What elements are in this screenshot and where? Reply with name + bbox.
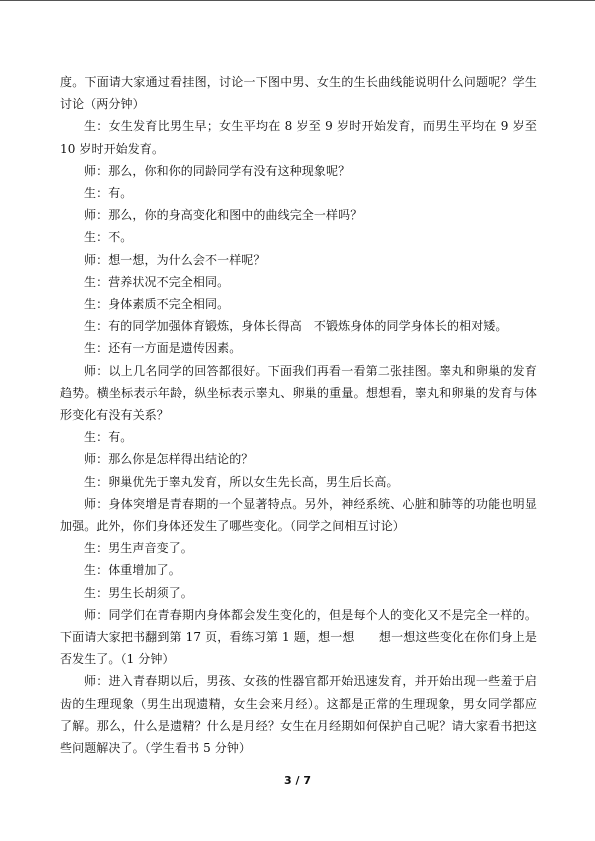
- document-body: [60, 71, 537, 759]
- paragraph-10: 生：有的同学加强体育锻炼，身体长得高 不锻炼身体的同学身体长的相对矮。: [84, 319, 508, 334]
- paragraph-20: 师：同学们在青春期内身体都会发生变化的，但是每个人的变化又不是完全一样的。下面请大家把书翻到第 17 页，看练习第 1 题，想一想 想一想这些变化在你们身上是否发生了。（1 分钟）: [60, 607, 537, 667]
- paragraph-17: 生：男生声音变了。: [84, 541, 193, 556]
- paragraph-21: 师：进入青春期以后，男孩、女孩的性器官都开始迅速发育，并开始出现一些羞于启齿的生理现象（男生出现遗精，女生会来月经）。这都是正常的生理现象，男女同学都应了解。那么，什么是遗精？什么是月经？女生在月经期如何保护自己呢？请大家看书把这些问题解决了。（学生看书 5 分钟）: [60, 674, 537, 756]
- paragraph-18: 生：体重增加了。: [84, 563, 181, 578]
- paragraph-4: 生：有。: [84, 186, 133, 201]
- paragraph-2: 生：女生发育比男生早；女生平均在 8 岁至 9 岁时开始发育，而男生平均在 9 岁至 10 岁时开始发育。: [60, 119, 537, 156]
- paragraph-12: 师：以上几名同学的回答都很好。下面我们再看一看第二张挂图。睾丸和卵巢的发育趋势。横坐标表示年龄，纵坐标表示睾丸、卵巢的重量。想想看，睾丸和卵巢的发育与体形变化有没有关系？: [60, 363, 537, 423]
- paragraph-5: 师：那么，你的身高变化和图中的曲线完全一样吗？: [84, 208, 363, 223]
- paragraph-7: 师：想一想，为什么会不一样呢？: [84, 252, 266, 267]
- paragraph-9: 生：身体素质不完全相同。: [84, 297, 230, 312]
- paragraph-1: 度。下面请大家通过看挂图，讨论一下图中男、女生的生长曲线能说明什么问题呢？学生讨论（两分钟）: [60, 75, 537, 112]
- paragraph-15: 生：卵巢优先于睾丸发育，所以女生先长高，男生后长高。: [84, 474, 399, 489]
- paragraph-8: 生：营养状况不完全相同。: [84, 274, 230, 289]
- paragraph-19: 生：男生长胡须了。: [84, 585, 193, 600]
- top-border-line: [0, 0, 595, 1]
- page-number: 3 / 7: [284, 774, 311, 787]
- paragraph-3: 师：那么，你和你的同龄同学有没有这种现象呢？: [84, 163, 351, 178]
- paragraph-16: 师：身体突增是青春期的一个显著特点。另外，神经系统、心脏和肺等的功能也明显加强。此外，你们身体还发生了哪些变化。（同学之间相互讨论）: [60, 496, 537, 534]
- paragraph-13: 生：有。: [84, 430, 133, 445]
- paragraph-6: 生：不。: [84, 230, 133, 245]
- paragraph-11: 生：还有一方面是遗传因素。: [84, 341, 242, 356]
- paragraph-14: 师：那么你是怎样得出结论的？: [84, 452, 254, 467]
